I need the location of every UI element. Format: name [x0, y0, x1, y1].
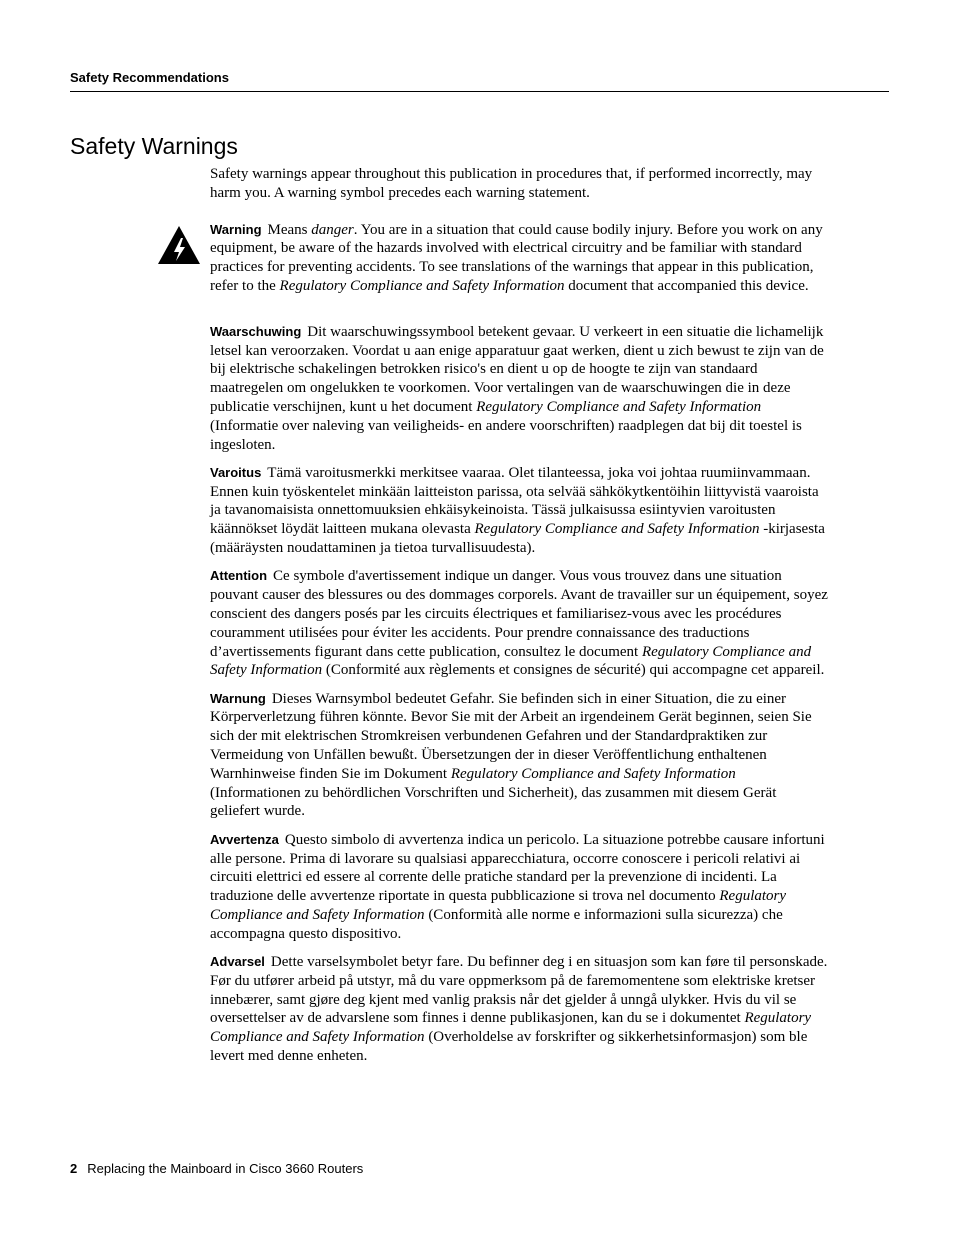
translation-french: [210, 567, 830, 680]
running-header-title: Safety Recommendations: [70, 70, 229, 85]
warning-text-before: Means: [267, 221, 312, 238]
translation-doc-title: Regulatory Compliance and Safety Information: [210, 1010, 812, 1046]
translation-text: Tämä varoitusmerkki merkitsee vaaraa. Olet tilanteessa, joka voi johtaa ruumiinvammaan. Ennen kuin työskentelet minkään laitteiston parissa, ota selvää sähkökytkentöihin liittyvistä vaaroista ja tavanomaisista onnettomuuksien ehkäisykeinoista. Tässä julkaisussa esiintyvien varoitusten käännökset löydät laitteen mukana olevasta: [210, 464, 819, 538]
translation-german: [210, 690, 830, 822]
warning-block: [210, 221, 830, 296]
warning-paragraph: [210, 221, 830, 296]
translation-label: Advarsel: [210, 953, 265, 969]
body-content: [210, 165, 830, 1075]
translation-text: (Informationen zu behördlichen Vorschriften und Sicherheit), das zusammen mit diesem Gerät geliefert wurde.: [210, 784, 777, 820]
translation-label: Warnung: [210, 690, 266, 706]
translation-doc-title: Regulatory Compliance and Safety Information: [474, 521, 760, 538]
warning-label: Warning: [210, 221, 262, 237]
translation-doc-title: Regulatory Compliance and Safety Information: [476, 398, 762, 415]
translation-text: Dette varselsymbolet betyr fare. Du befinner deg i en situasjon som kan føre til personskade. Før du utfører arbeid på utstyr, må du vare oppmerksom på de faremomentene som elektriske kretser innebærer, samt gjøre deg kjent med vanlig praksis når det gjelder å unngå ulykker. Hvis du vil se oversettelser av de advarslene som finnes i denne publikasjonen, kan du se i dokumentet: [210, 953, 828, 1027]
translation-label: Avvertenza: [210, 831, 279, 847]
warning-emphasis: danger: [311, 221, 354, 238]
translation-label: Varoitus: [210, 464, 262, 480]
translation-doc-title: Regulatory Compliance and Safety Information: [210, 888, 787, 923]
translation-label: Attention: [210, 568, 268, 584]
warning-lightning-triangle-icon: [157, 225, 201, 265]
warning-doc-title: Regulatory Compliance and Safety Information: [279, 277, 565, 294]
warning-text-middle: . You are in a situation that could cause bodily injury. Before you work on any equipment, be aware of the hazards involved with electrical circuitry and be familiar with standard practices for preventing accidents. To see translations of the warnings that appear in this publication, refer to the: [210, 221, 823, 294]
translation-text: (Conformità alle norme e informazioni sulla sicurezza) che accompagna questo dispositivo.: [210, 906, 783, 942]
section-title: Safety Warnings: [70, 133, 238, 159]
translation-dutch: [210, 323, 830, 455]
translation-text: -kirjasesta (määräysten noudattaminen ja tietoa turvallisuudesta).: [210, 521, 825, 557]
running-header: [70, 70, 889, 92]
translation-text: Dit waarschuwingssymbool betekent gevaar. U verkeert in een situatie die lichamelijk letsel kan veroorzaken. Voordat u aan enige apparatuur gaat werken, dient u zich bewust te zijn van de bij elektrische schakelingen betrokken risico's en dient u op de hoogte te zijn van standaard maatregelen om ongelukken te voorkomen. Voor vertalingen van de waarschuwingen die in deze publicatie verschijnen, kunt u het document: [210, 323, 824, 415]
page-number: 2: [70, 1161, 78, 1176]
header-rule: [70, 91, 889, 92]
translation-text: Questo simbolo di avvertenza indica un pericolo. La situazione potrebbe causare infortuni alle persone. Prima di lavorare su qualsiasi apparecchiatura, occorre conoscere i pericoli relativi ai circuiti elettrici ed essere al corrente delle pratiche standard per la prevenzione di incidenti. La traduzione delle avvertenze riportate in questa pubblicazione si trova nel documento: [210, 831, 825, 905]
footer-doc-title: Replacing the Mainboard in Cisco 3660 Routers: [87, 1161, 364, 1176]
intro-paragraph: Safety warnings appear throughout this publication in procedures that, if performed incorrectly, may harm you. A warning symbol precedes each warning statement.: [210, 166, 813, 201]
warning-text-after: document that accompanied this device.: [564, 277, 809, 294]
translation-text: (Overholdelse av forskrifter og sikkerhetsinformasjon) som ble levert med denne enheten.: [210, 1029, 808, 1064]
translation-text: Ce symbole d'avertissement indique un danger. Vous vous trouvez dans une situation pouvant causer des blessures ou des dommages corporels. Avant de travailler sur un équipement, soyez conscient des dangers posés par les circuits électriques et familiarisez-vous avec les procédures couramment utilisées pour éviter les accidents. Pour prendre connaissance des traductions d’avertissements figurant dans cette publication, consultez le document: [210, 568, 828, 660]
translation-label: Waarschuwing: [210, 323, 302, 339]
translation-doc-title: Regulatory Compliance and Safety Information: [450, 765, 736, 782]
translation-text: (Informatie over naleving van veiligheids- en andere voorschriften) raadplegen dat bij dit toestel is ingesloten.: [210, 417, 802, 453]
translation-text: Dieses Warnsymbol bedeutet Gefahr. Sie befinden sich in einer Situation, die zu einer Körperverletzung führen könnte. Bevor Sie mit der Arbeit an irgendeinem Gerät beginnen, seien Sie sich der mit elektrischen Stromkreisen verbundenen Gefahren und der Standardpraktiken zur Vermeidung von Unfällen bewußt. Übersetzungen der in dieser Veröffentlichung enthaltenen Warnhinweise finden Sie im Dokument: [210, 690, 812, 782]
running-footer: [70, 1161, 363, 1177]
translation-text: (Conformité aux règlements et consignes de sécurité) qui accompagne cet appareil.: [322, 662, 825, 679]
translation-finnish: [210, 464, 830, 558]
translation-doc-title: Regulatory Compliance and Safety Information: [210, 643, 812, 679]
translation-italian: [210, 831, 830, 944]
translation-norwegian: [210, 953, 830, 1066]
